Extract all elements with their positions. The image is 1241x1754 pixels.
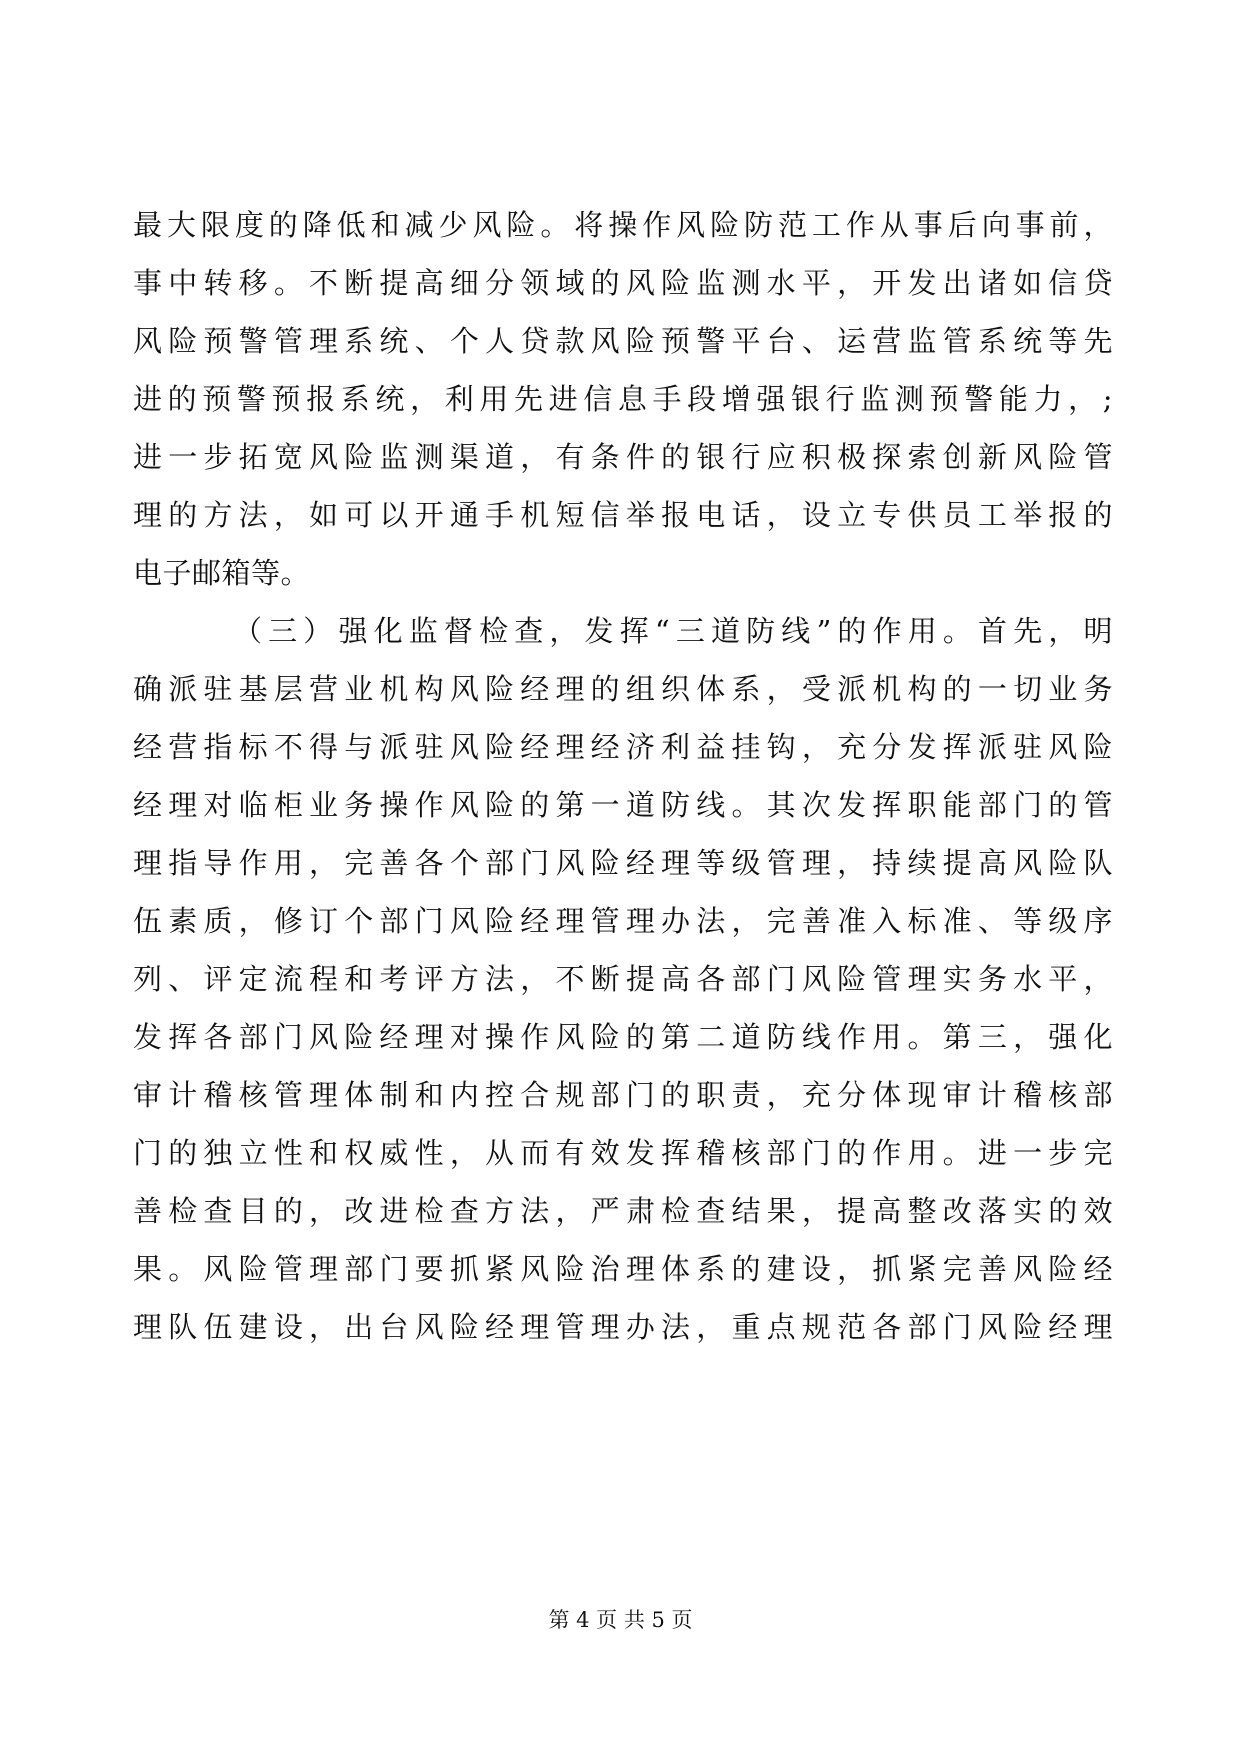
text-line: 果。风险管理部门要抓紧风险治理体系的建设，抓紧完善风险经 bbox=[133, 1252, 1113, 1286]
text-line: 理队伍建设，出台风险经理管理办法，重点规范各部门风险经理 bbox=[133, 1310, 1113, 1344]
text-line: 审计稽核管理体制和内控合规部门的职责，充分体现审计稽核部 bbox=[133, 1078, 1113, 1112]
text-line: 伍素质，修订个部门风险经理管理办法，完善准入标准、等级序 bbox=[133, 904, 1113, 938]
text-line: 发挥各部门风险经理对操作风险的第二道防线作用。第三，强化 bbox=[133, 1020, 1113, 1054]
text-line: 进的预警预报系统，利用先进信息手段增强银行监测预警能力，; bbox=[133, 382, 1113, 416]
text-line: 最大限度的降低和减少风险。将操作风险防范工作从事后向事前， bbox=[133, 208, 1113, 242]
text-line: 风险预警管理系统、个人贷款风险预警平台、运营监管系统等先 bbox=[133, 324, 1113, 358]
page-number-footer: 第 4 页 共 5 页 bbox=[548, 1608, 693, 1632]
text-line: 门的独立性和权威性，从而有效发挥稽核部门的作用。进一步完 bbox=[133, 1136, 1113, 1170]
text-line: 电子邮箱等。 bbox=[133, 556, 311, 590]
text-line: 经营指标不得与派驻风险经理经济利益挂钩，充分发挥派驻风险 bbox=[133, 730, 1113, 764]
section-heading-line: （三）强化监督检查，发挥“三道防线”的作用。首先，明 bbox=[233, 614, 1113, 648]
text-line: 确派驻基层营业机构风险经理的组织体系，受派机构的一切业务 bbox=[133, 672, 1113, 706]
text-line: 经理对临柜业务操作风险的第一道防线。其次发挥职能部门的管 bbox=[133, 788, 1113, 822]
text-line: 事中转移。不断提高细分领域的风险监测水平，开发出诸如信贷 bbox=[133, 266, 1113, 300]
text-line: 理的方法，如可以开通手机短信举报电话，设立专供员工举报的 bbox=[133, 498, 1113, 532]
text-line: 列、评定流程和考评方法，不断提高各部门风险管理实务水平， bbox=[133, 962, 1113, 996]
text-line: 理指导作用，完善各个部门风险经理等级管理，持续提高风险队 bbox=[133, 846, 1113, 880]
text-line: 善检查目的，改进检查方法，严肃检查结果，提高整改落实的效 bbox=[133, 1194, 1113, 1228]
text-line: 进一步拓宽风险监测渠道，有条件的银行应积极探索创新风险管 bbox=[133, 440, 1113, 474]
